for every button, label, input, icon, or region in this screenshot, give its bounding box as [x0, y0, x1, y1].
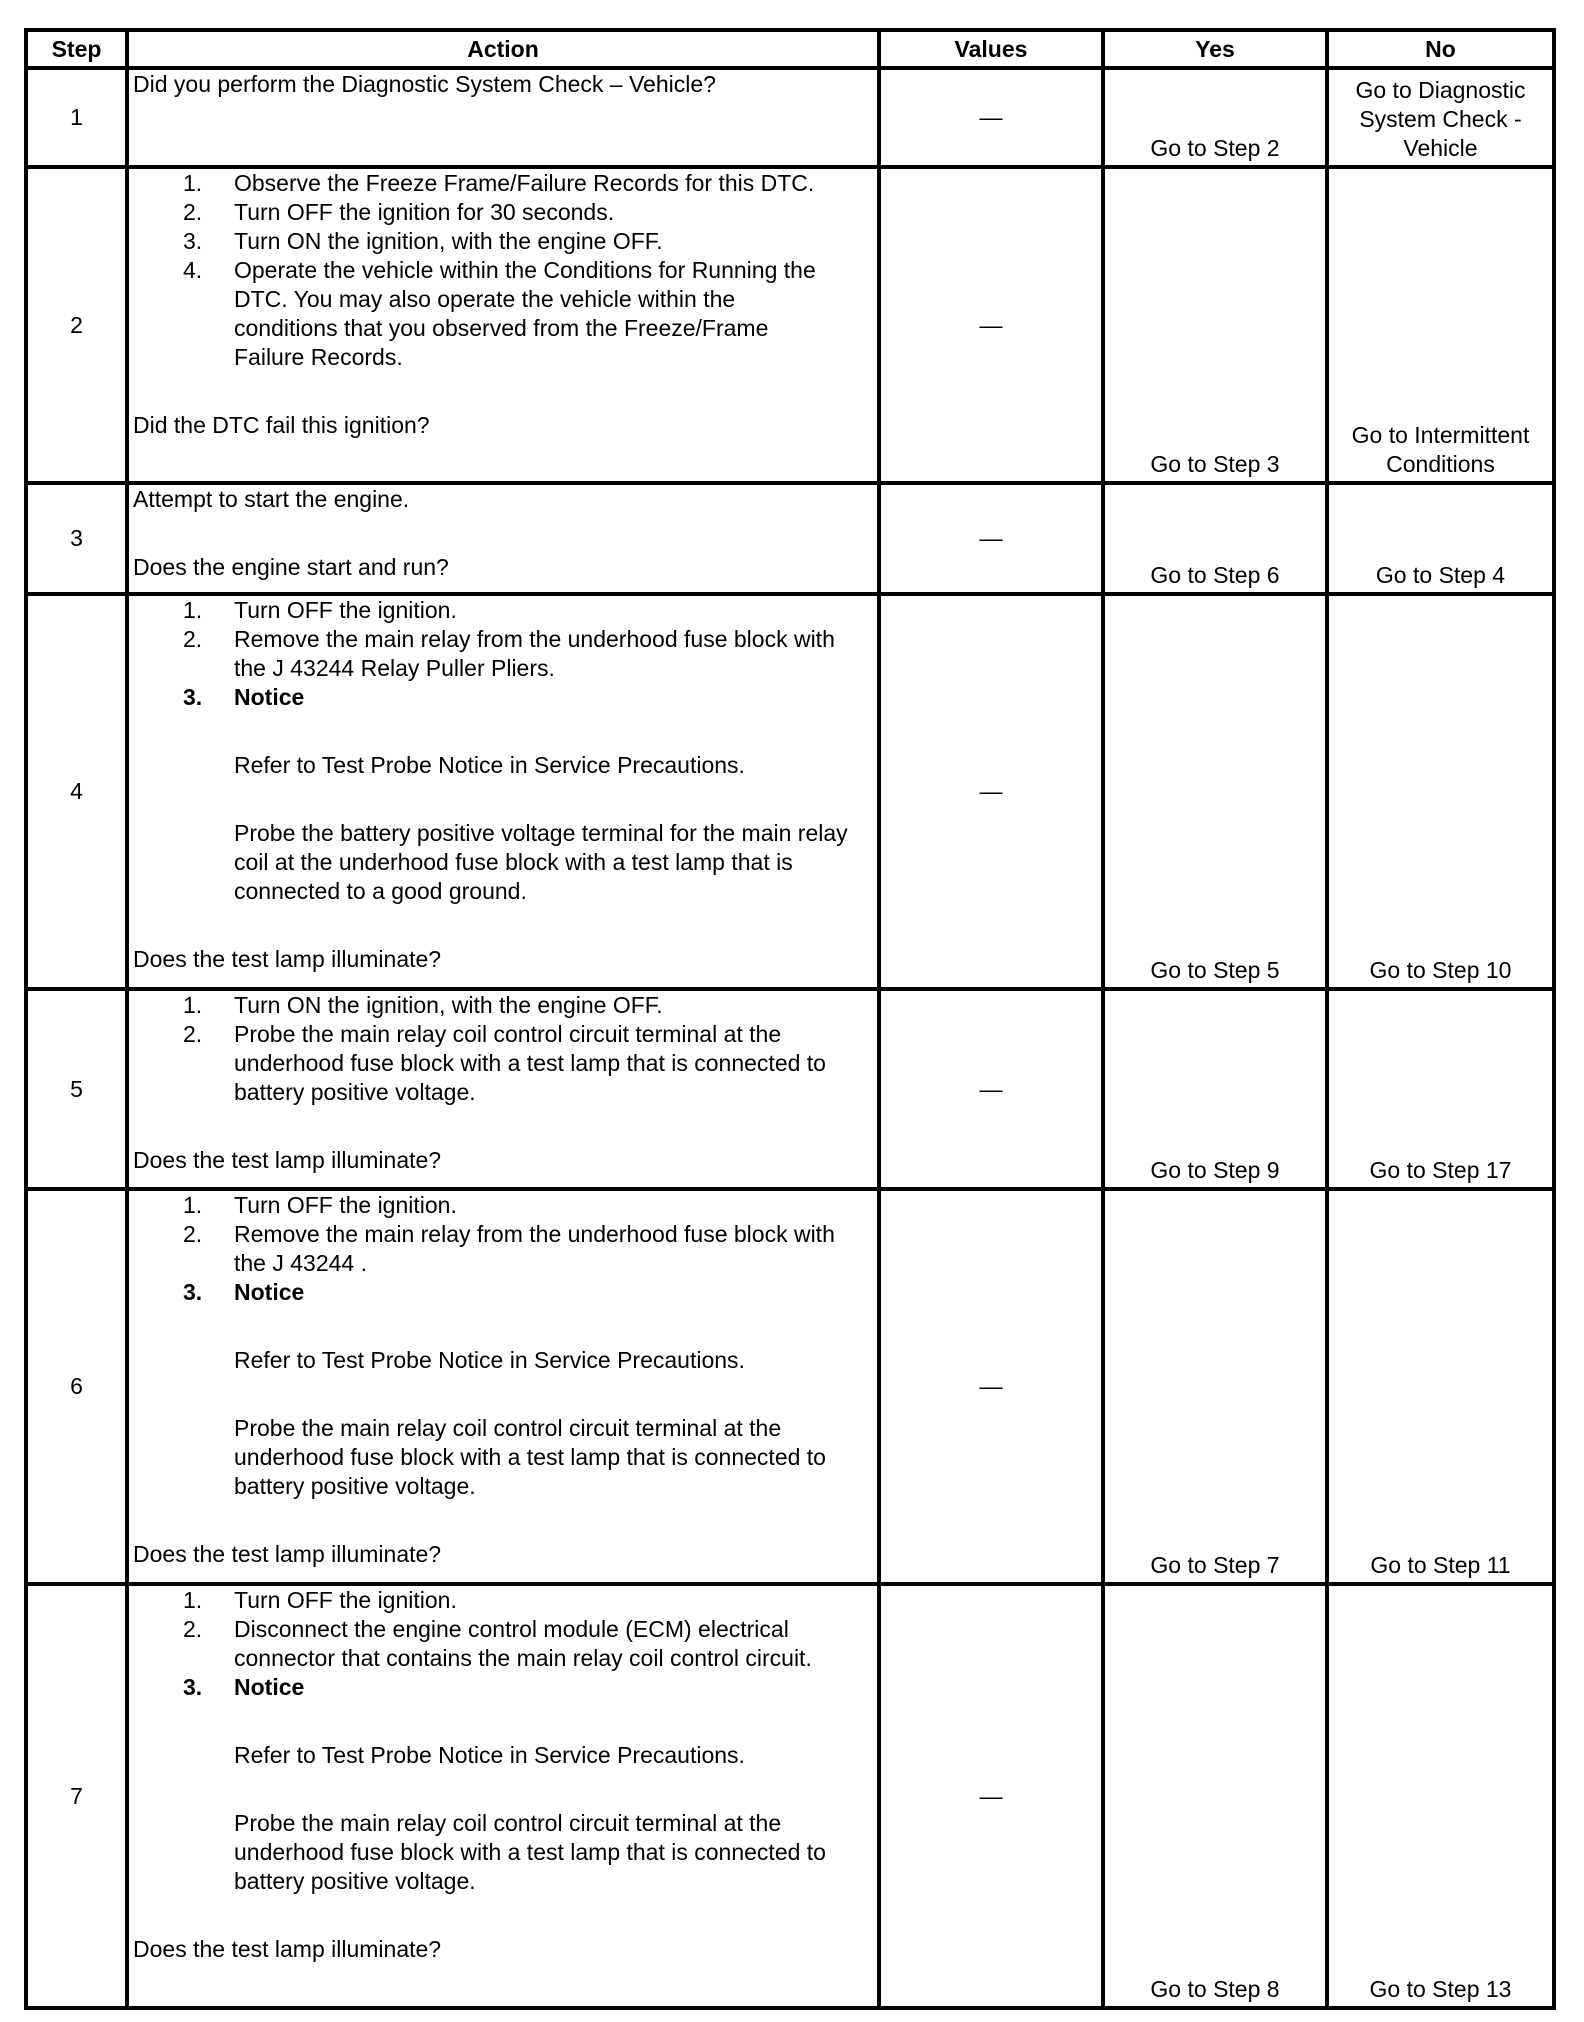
- yes-cell: Go to Step 2: [1103, 68, 1327, 167]
- table-row: [26, 68, 1554, 167]
- values-cell: —: [879, 167, 1103, 483]
- action-steps: [133, 1586, 873, 1702]
- notice-label: Notice: [234, 1279, 305, 1305]
- action-question: Does the test lamp illuminate?: [133, 1541, 442, 1567]
- yes-cell: Go to Step 9: [1103, 989, 1327, 1189]
- action-step: Turn OFF the ignition.: [234, 1192, 457, 1218]
- header-no: No: [1327, 30, 1554, 68]
- no-cell: Go to Step 11: [1327, 1189, 1554, 1584]
- action-steps: [133, 991, 873, 1107]
- action-step: Turn OFF the ignition.: [234, 597, 457, 623]
- probe-instruction: Probe the main relay coil control circuit terminal at the underhood fuse block with a test lamp that is connected to battery positive voltage.: [234, 1810, 826, 1894]
- table-row: [26, 1189, 1554, 1584]
- notice-reference: Refer to Test Probe Notice in Service Precautions.: [234, 1347, 745, 1373]
- action-cell: [127, 483, 879, 594]
- yes-cell: Go to Step 7: [1103, 1189, 1327, 1584]
- no-cell: Go to Intermittent Conditions: [1327, 167, 1554, 483]
- action-cell: [127, 68, 879, 167]
- header-action: Action: [127, 30, 879, 68]
- yes-cell: Go to Step 8: [1103, 1584, 1327, 2008]
- action-cell: [127, 167, 879, 483]
- probe-instruction: Probe the battery positive voltage terminal for the main relay coil at the underhood fuse block with a test lamp that is connected to a good ground.: [234, 820, 848, 904]
- action-intro: Did you perform the Diagnostic System Check – Vehicle?: [133, 71, 716, 97]
- no-cell: Go to Step 10: [1327, 594, 1554, 989]
- step-number: 6: [26, 1189, 127, 1584]
- action-question: Did the DTC fail this ignition?: [133, 412, 430, 438]
- action-step: Observe the Freeze Frame/Failure Records for this DTC.: [234, 170, 815, 196]
- action-question: Does the test lamp illuminate?: [133, 1936, 442, 1962]
- header-values: Values: [879, 30, 1103, 68]
- action-step: Remove the main relay from the underhood fuse block with the J 43244 .: [234, 1221, 835, 1276]
- notice-label: Notice: [234, 1674, 305, 1700]
- action-step: Turn OFF the ignition for 30 seconds.: [234, 199, 615, 225]
- notice-reference: Refer to Test Probe Notice in Service Precautions.: [234, 1742, 745, 1768]
- action-steps: [133, 596, 873, 712]
- action-question: Does the test lamp illuminate?: [133, 1147, 442, 1173]
- values-cell: —: [879, 68, 1103, 167]
- step-number: 1: [26, 68, 127, 167]
- values-cell: —: [879, 1189, 1103, 1584]
- values-cell: —: [879, 1584, 1103, 2008]
- probe-instruction: Probe the main relay coil control circuit terminal at the underhood fuse block with a test lamp that is connected to battery positive voltage.: [234, 1415, 826, 1499]
- step-number: 3: [26, 483, 127, 594]
- step-number: 5: [26, 989, 127, 1189]
- values-cell: —: [879, 594, 1103, 989]
- table-row: [26, 167, 1554, 483]
- action-question: Does the engine start and run?: [133, 554, 449, 580]
- action-step: Operate the vehicle within the Conditions for Running the DTC. You may also operate the vehicle within the conditions that you observed from the Freeze/Frame Failure Records.: [234, 257, 816, 370]
- step-number: 4: [26, 594, 127, 989]
- values-cell: —: [879, 483, 1103, 594]
- yes-cell: Go to Step 5: [1103, 594, 1327, 989]
- action-step: Turn ON the ignition, with the engine OFF.: [234, 992, 663, 1018]
- action-cell: [127, 1584, 879, 2008]
- action-question: Does the test lamp illuminate?: [133, 946, 442, 972]
- step-number: 7: [26, 1584, 127, 2008]
- yes-cell: Go to Step 3: [1103, 167, 1327, 483]
- action-steps: [133, 1191, 873, 1307]
- no-cell: Go to Diagnostic System Check - Vehicle: [1327, 68, 1554, 167]
- notice-reference: Refer to Test Probe Notice in Service Precautions.: [234, 752, 745, 778]
- no-cell: Go to Step 13: [1327, 1584, 1554, 2008]
- header-yes: Yes: [1103, 30, 1327, 68]
- values-cell: —: [879, 989, 1103, 1189]
- action-cell: [127, 1189, 879, 1584]
- table-row: [26, 483, 1554, 594]
- action-intro: Attempt to start the engine.: [133, 486, 410, 512]
- notice-label: Notice: [234, 684, 305, 710]
- diagnostic-table: [24, 28, 1556, 2010]
- action-step: Probe the main relay coil control circuit terminal at the underhood fuse block with a test lamp that is connected to battery positive voltage.: [234, 1021, 826, 1105]
- table-row: [26, 1584, 1554, 2008]
- action-step: Turn ON the ignition, with the engine OFF.: [234, 228, 663, 254]
- table-row: [26, 594, 1554, 989]
- header-step: Step: [26, 30, 127, 68]
- no-cell: Go to Step 4: [1327, 483, 1554, 594]
- action-step: Disconnect the engine control module (ECM) electrical connector that contains the main relay coil control circuit.: [234, 1616, 812, 1671]
- header-row: [26, 30, 1554, 68]
- table-row: [26, 989, 1554, 1189]
- action-steps: [133, 169, 873, 372]
- action-step: Remove the main relay from the underhood fuse block with the J 43244 Relay Puller Pliers.: [234, 626, 835, 681]
- action-step: Turn OFF the ignition.: [234, 1587, 457, 1613]
- step-number: 2: [26, 167, 127, 483]
- yes-cell: Go to Step 6: [1103, 483, 1327, 594]
- action-cell: [127, 594, 879, 989]
- no-cell: Go to Step 17: [1327, 989, 1554, 1189]
- action-cell: [127, 989, 879, 1189]
